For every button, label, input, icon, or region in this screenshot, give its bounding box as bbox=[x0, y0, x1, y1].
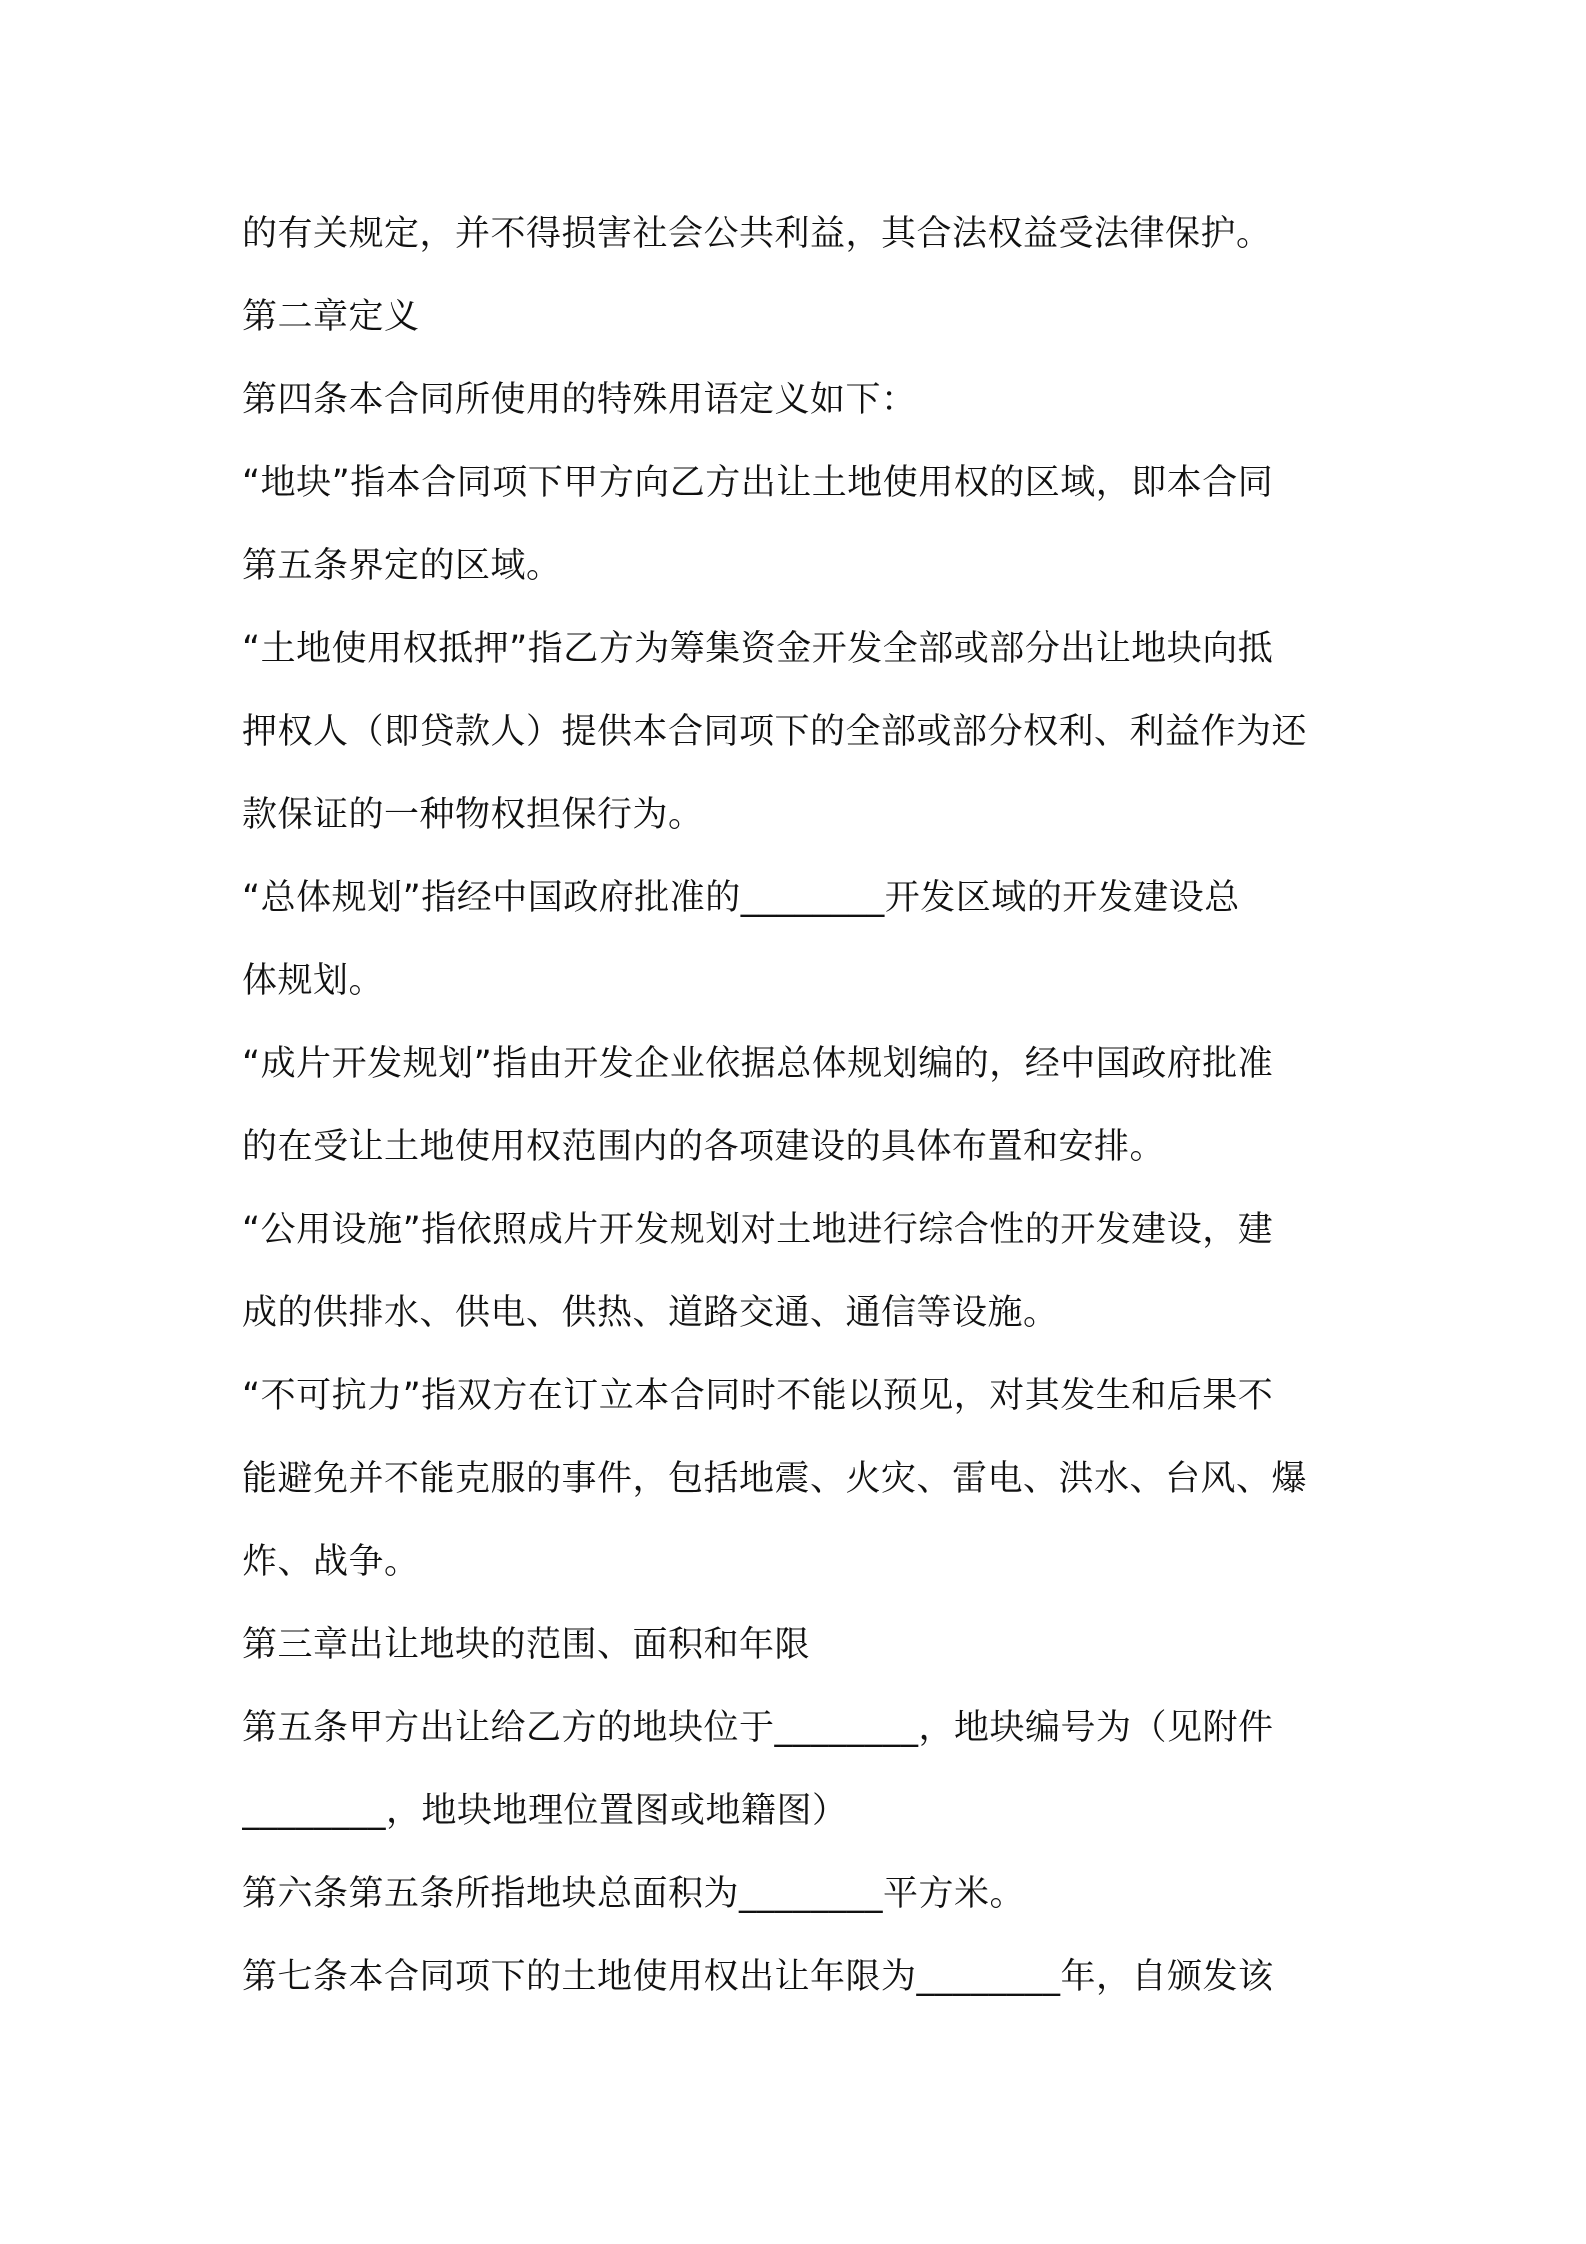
chapter-heading: 第三章出让地块的范围、面积和年限 bbox=[242, 1625, 811, 1665]
text-line: 第七条本合同项下的土地使用权出让年限为________年，自颁发该 bbox=[242, 1957, 1274, 1997]
text-line: “成片开发规划”指由开发企业依据总体规划编的，经中国政府批准 bbox=[242, 1044, 1274, 1084]
text-line: “地块”指本合同项下甲方向乙方出让土地使用权的区域，即本合同 bbox=[242, 463, 1274, 503]
text-line: 第五条甲方出让给乙方的地块位于________，地块编号为（见附件 bbox=[242, 1708, 1274, 1748]
text-line: 能避免并不能克服的事件，包括地震、火灾、雷电、洪水、台风、爆 bbox=[242, 1459, 1308, 1499]
text-line: ________，地块地理位置图或地籍图） bbox=[242, 1791, 848, 1831]
text-line: 的有关规定，并不得损害社会公共利益，其合法权益受法律保护。 bbox=[242, 214, 1272, 254]
text-line: 炸、战争。 bbox=[242, 1542, 420, 1582]
text-line: “公用设施”指依照成片开发规划对土地进行综合性的开发建设，建 bbox=[242, 1210, 1274, 1250]
text-line: “土地使用权抵押”指乙方为筹集资金开发全部或部分出让地块向抵 bbox=[242, 629, 1274, 669]
text-line: 成的供排水、供电、供热、道路交通、通信等设施。 bbox=[242, 1293, 1059, 1333]
text-line: 押权人（即贷款人）提供本合同项下的全部或部分权利、利益作为还 bbox=[242, 712, 1308, 752]
text-line: 第六条第五条所指地块总面积为________平方米。 bbox=[242, 1874, 1026, 1914]
document-body bbox=[242, 193, 1362, 2019]
article-heading: 第四条本合同所使用的特殊用语定义如下： bbox=[242, 380, 917, 420]
text-line: “总体规划”指经中国政府批准的________开发区域的开发建设总 bbox=[242, 878, 1240, 918]
text-line: “不可抗力”指双方在订立本合同时不能以预见，对其发生和后果不 bbox=[242, 1376, 1274, 1416]
text-line: 第五条界定的区域。 bbox=[242, 546, 562, 586]
text-line: 款保证的一种物权担保行为。 bbox=[242, 795, 704, 835]
text-line: 的在受让土地使用权范围内的各项建设的具体布置和安排。 bbox=[242, 1127, 1166, 1167]
chapter-heading: 第二章定义 bbox=[242, 297, 420, 337]
text-line: 体规划。 bbox=[242, 961, 385, 1001]
